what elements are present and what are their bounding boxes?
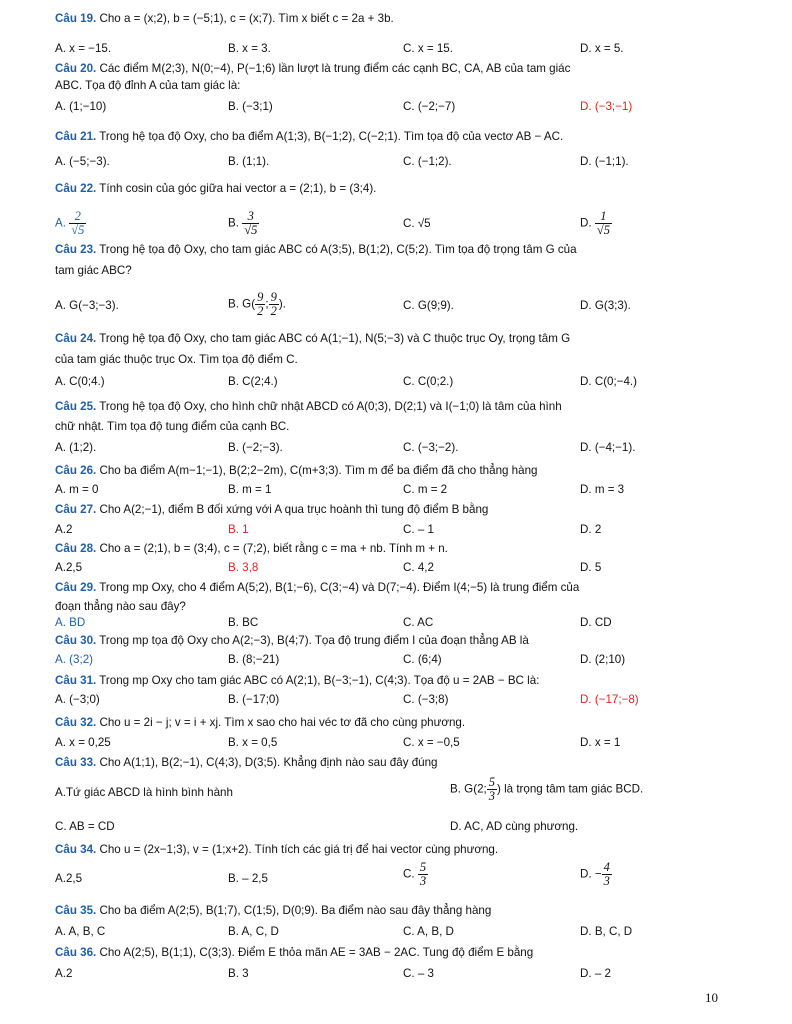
question-number: Câu 20. [55,62,97,75]
question-text: Cho a = (2;1), b = (3;4), c = (7;2), biết rằng c = ma + nb. Tính m + n. [99,542,448,555]
question-26 [55,462,735,479]
option-d[interactable]: D. G(3;3). [580,299,631,312]
fraction-numerator: 5 [419,860,427,874]
question-number: Câu 29. [55,581,97,594]
option-b[interactable]: B. x = 3. [228,42,271,55]
fraction [69,210,86,237]
option-b[interactable]: B. C(2;4.) [228,375,278,388]
option-a[interactable]: A.2,5 [55,561,83,574]
option-d[interactable]: D. CD [580,616,612,629]
option-c[interactable]: C. (−1;2). [403,155,452,168]
option-c[interactable]: C. (−3;8) [403,693,449,706]
option-label: D. [580,216,592,230]
fraction [269,291,279,318]
question-text: Các điểm M(2;3), N(0;−4), P(−1;6) lần lượt là trung điểm các cạnh BC, CA, AB của tam giác [99,62,571,75]
question-27 [55,501,735,518]
question-number: Câu 35. [55,904,97,917]
question-24 [55,330,735,347]
option-c[interactable]: C. AB = CD [55,820,115,833]
question-32 [55,714,735,731]
question-text-continued: đoạn thẳng nào sau đây? [55,600,186,613]
question-31 [55,672,735,689]
option-suffix: là trọng tâm tam giác BCD. [504,782,644,796]
question-text: Cho a = (x;2), b = (−5;1), c = (x;7). Tìm x biết c = 2a + 3b. [99,12,394,25]
question-number: Câu 19. [55,12,97,25]
option-d[interactable]: D. m = 3 [580,483,625,496]
option-b[interactable]: B. (1;1). [228,155,270,168]
option-b[interactable]: B. BC [228,616,259,629]
option-a[interactable]: A. A, B, C [55,925,106,938]
question-number: Câu 28. [55,542,97,555]
fraction-denominator: √5 [244,223,258,237]
fraction [255,291,265,318]
option-c[interactable]: C. m = 2 [403,483,448,496]
option-c[interactable]: C. (6;4) [403,653,442,666]
question-25 [55,398,735,415]
option-label: B. G [228,297,252,311]
option-c[interactable]: C. – 3 [403,967,434,980]
option-b[interactable]: B. m = 1 [228,483,272,496]
question-number: Câu 32. [55,716,97,729]
option-a[interactable]: A. (−5;−3). [55,155,110,168]
fraction-denominator: √5 [596,223,610,237]
option-a[interactable]: A. (−3;0) [55,693,100,706]
option-a[interactable]: A.2 [55,523,73,536]
question-22 [55,180,735,197]
question-number: Câu 34. [55,843,97,856]
question-text: Trong hệ tọa độ Oxy, cho tam giác ABC có A(3;5), B(1;2), C(5;2). Tìm tọa độ trọng tâm G của [99,243,577,256]
question-number: Câu 27. [55,503,97,516]
question-text: Cho A(1;1), B(2;−1), C(4;3), D(3;5). Khẳng định nào sau đây đúng [99,756,438,769]
option-b[interactable]: B. (−17;0) [228,693,280,706]
question-number: Câu 22. [55,182,97,195]
question-text: Trong hệ tọa độ Oxy, cho tam giác ABC có A(1;−1), N(5;−3) và C thuộc trục Oy, trọng tâm G [99,332,571,345]
question-text: Cho u = (2x−1;3), v = (1;x+2). Tính tích các giá trị để hai vector cùng phương. [99,843,499,856]
option-c[interactable]: C. C(0;2.) [403,375,454,388]
question-text: Trong mp Oxy, cho 4 điểm A(5;2), B(1;−6), C(3;−4) và D(7;−4). Điểm I(4;−5) là trung điểm của [99,581,580,594]
fraction [595,210,612,237]
fraction-numerator: 4 [603,860,610,874]
fraction-denominator: √5 [71,223,85,237]
option-label: C. [403,867,415,881]
option-c[interactable]: C. x = −0,5 [403,736,460,749]
option-b-answer[interactable]: B. 3,8 [228,561,259,574]
option-c[interactable]: C. 4,2 [403,561,434,574]
question-text: Cho ba điểm A(2;5), B(1;7), C(1;5), D(0;9). Ba điểm nào sau đây thẳng hàng [99,904,492,917]
option-c[interactable]: C. AC [403,616,434,629]
question-text: Tính cosin của góc giữa hai vector a = (2;1), b = (3;4). [99,182,377,195]
fraction [602,861,612,888]
option-b-answer[interactable]: B. 1 [228,523,249,536]
fraction [487,776,497,803]
option-label: A. [55,216,66,230]
option-a[interactable]: A. x = 0,25 [55,736,111,749]
question-text: Trong hệ tọa độ Oxy, cho ba điểm A(1;3), B(−1;2), C(−2;1). Tìm tọa độ của vectơ AB − AC. [99,130,564,143]
fraction-denominator: 2 [257,304,264,318]
option-d-answer[interactable]: D. (−17;−8) [580,693,639,706]
question-text: Trong hệ tọa độ Oxy, cho hình chữ nhật ABCD có A(0;3), D(2;1) và I(−1;0) là tâm của hình [99,400,562,413]
question-number: Câu 30. [55,634,97,647]
option-a[interactable]: A.Tứ giác ABCD là hình bình hành [55,786,233,799]
option-b[interactable]: B. (−3;1) [228,100,273,113]
question-21 [55,128,735,145]
fraction [242,210,259,237]
option-c[interactable]: C. G(9;9). [403,299,454,312]
fraction [418,861,428,888]
option-b[interactable]: B. – 2,5 [228,872,268,885]
question-36 [55,944,735,961]
option-a[interactable]: A. G(−3;−3). [55,299,119,312]
option-a[interactable]: A. (3;2) [55,653,94,666]
question-number: Câu 21. [55,130,97,143]
question-number: Câu 26. [55,464,97,477]
option-d[interactable]: D. (−1;1). [580,155,629,168]
option-d[interactable] [580,861,612,888]
option-c[interactable]: C. √5 [403,217,431,230]
question-number: Câu 31. [55,674,97,687]
option-d-answer[interactable]: D. (−3;−1) [580,100,633,113]
option-b[interactable]: B. G(2; $\frac{5}{3}$ ) là trọng tâm tam giác BCD. [450,775,644,803]
option-c[interactable]: C. (−3;−2). [403,441,459,454]
option-b[interactable] [228,210,259,237]
question-number: Câu 36. [55,946,97,959]
fraction-numerator: 9 [270,290,277,304]
option-c[interactable]: C. (−2;−7) [403,100,456,113]
question-19 [55,10,735,27]
fraction-numerator: 9 [257,290,264,304]
question-29 [55,579,735,596]
option-c[interactable]: C. – 1 [403,523,434,536]
fraction-numerator: 2 [69,210,86,224]
option-a[interactable]: A. BD [55,616,86,629]
option-a[interactable]: A. (1;2). [55,441,97,454]
option-a[interactable]: A. (1;−10) [55,100,107,113]
option-label: D. − [580,867,602,881]
question-text: Trong mp tọa độ Oxy cho A(2;−3), B(4;7). Tọa độ trung điểm I của đoạn thẳng AB là [99,634,529,647]
fraction-numerator: 5 [488,775,495,789]
option-b[interactable]: B. A, C, D [228,925,279,938]
option-b[interactable]: B. 3 [228,967,249,980]
option-c[interactable]: C. A, B, D [403,925,454,938]
option-d[interactable] [580,210,612,237]
option-d[interactable]: D. AC, AD cùng phương. [450,820,579,833]
question-30 [55,632,735,649]
option-a[interactable]: A. C(0;4.) [55,375,105,388]
option-c[interactable]: C. x = 15. [403,42,453,55]
question-23 [55,241,735,258]
question-34 [55,841,735,858]
option-d[interactable]: D. (−4;−1). [580,441,636,454]
question-text: Cho ba điểm A(m−1;−1), B(2;2−2m), C(m+3;3). Tìm m để ba điểm đã cho thẳng hàng [99,464,538,477]
fraction-denominator: 2 [270,304,277,318]
option-a[interactable]: A.2 [55,967,73,980]
question-text-continued: của tam giác thuộc trục Ox. Tìm tọa độ điểm C. [55,353,298,366]
question-text-continued: ABC. Tọa độ đỉnh A của tam giác là: [55,79,241,92]
fraction-numerator: 3 [242,210,259,224]
question-text: Cho A(2;−1), điểm B đối xứng với A qua trục hoành thì tung độ điểm B bằng [99,503,489,516]
fraction-denominator: 3 [419,874,427,888]
option-a[interactable] [55,210,86,237]
question-text: Cho u = 2i − j; v = i + xj. Tìm x sao cho hai véc tơ đã cho cùng phương. [99,716,466,729]
option-a[interactable]: A.2,5 [55,872,83,885]
option-d[interactable]: D. x = 5. [580,42,624,55]
option-d[interactable]: D. (2;10) [580,653,626,666]
question-text: Cho A(2;5), B(1;1), C(3;3). Điểm E thỏa mãn AE = 3AB − 2AC. Tung độ điểm E bằng [99,946,534,959]
question-number: Câu 23. [55,243,97,256]
question-number: Câu 25. [55,400,97,413]
option-b[interactable]: B. (8;−21) [228,653,280,666]
option-d[interactable]: D. x = 1 [580,736,621,749]
option-a[interactable]: A. m = 0 [55,483,99,496]
question-20 [55,60,735,77]
option-d[interactable]: D. 5 [580,561,602,574]
option-d[interactable]: D. 2 [580,523,602,536]
question-33 [55,754,735,771]
option-d[interactable]: D. – 2 [580,967,611,980]
fraction-numerator: 1 [595,210,612,224]
question-number: Câu 24. [55,332,97,345]
question-number: Câu 33. [55,756,97,769]
option-d[interactable]: D. C(0;−4.) [580,375,638,388]
option-b[interactable]: B. x = 0,5 [228,736,278,749]
option-a[interactable]: A. x = −15. [55,42,112,55]
option-b[interactable]: B. (−2;−3). [228,441,283,454]
question-text-continued: chữ nhật. Tìm tọa độ tung điểm của cạnh BC. [55,420,290,433]
question-28 [55,540,735,557]
option-c[interactable] [403,861,428,888]
question-text-continued: tam giác ABC? [55,264,132,277]
fraction-denominator: 3 [603,874,610,888]
option-b[interactable]: B. G( $\frac{9}{2}$ ; $\frac{9}{2}$ ). [228,290,286,318]
question-text: Trong mp Oxy cho tam giác ABC có A(2;1), B(−3;−1), C(4;3). Tọa độ u = 2AB − BC là: [99,674,540,687]
option-label: B. G [450,782,474,796]
fraction-denominator: 3 [488,789,495,803]
option-label: B. [228,216,239,230]
page-number: 10 [705,990,718,1005]
question-35 [55,902,735,919]
option-d[interactable]: D. B, C, D [580,925,633,938]
